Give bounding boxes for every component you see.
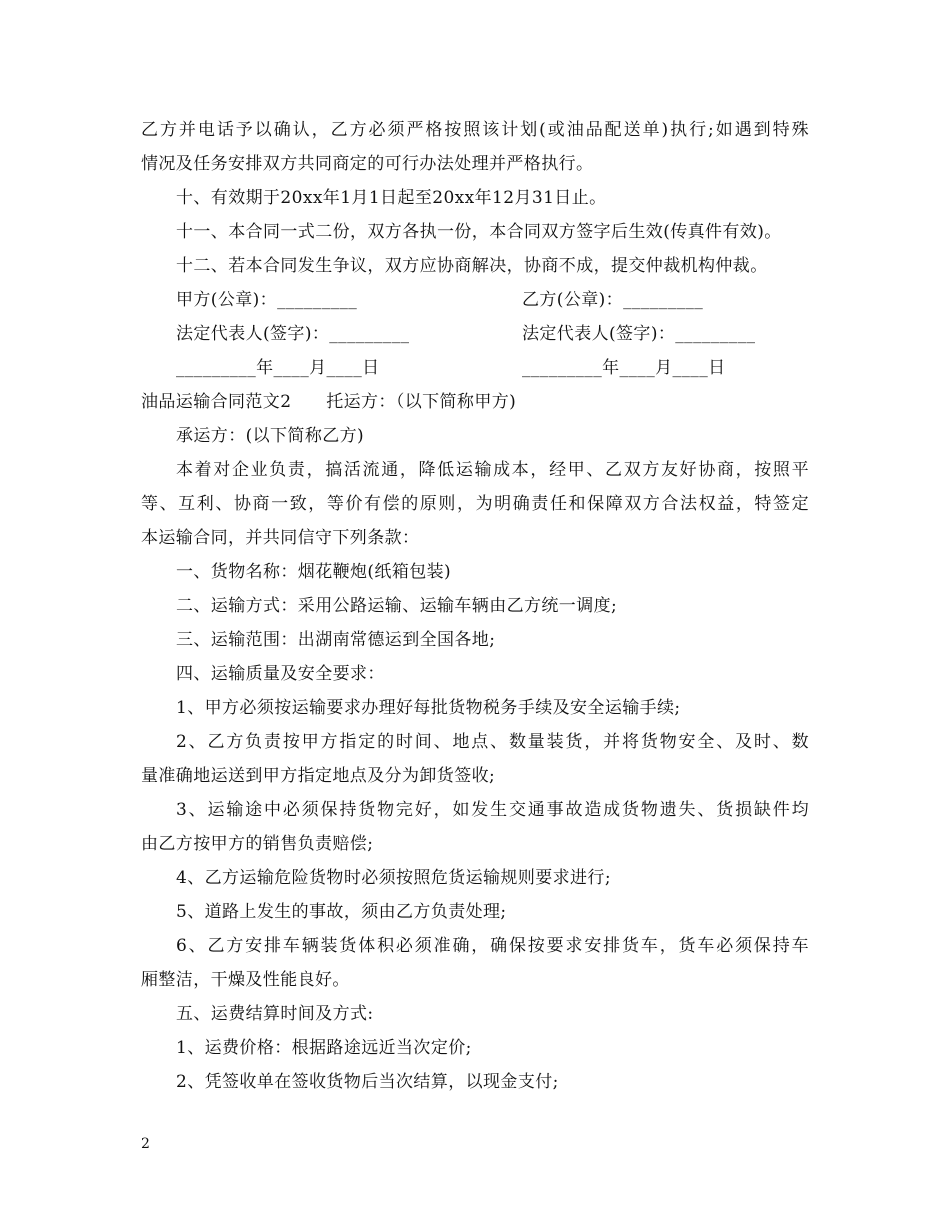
list-item-continued: 厢整洁，干燥及性能良好。	[141, 970, 350, 990]
carrier-line: 承运方：(以下简称乙方)	[176, 426, 365, 446]
paragraph-line: 本运输合同，并共同信守下列条款：	[141, 528, 420, 548]
clause-eleven: 十一、本合同一式二份，双方各执一份，本合同双方签字后生效(传真件有效)。	[176, 222, 782, 242]
list-item-continued: 量准确地运送到甲方指定地点及分为卸货签收;	[141, 766, 496, 786]
clause-transport-mode: 二、运输方式：采用公路运输、运输车辆由乙方统一调度;	[176, 596, 618, 616]
clause-freight-settlement: 五、运费结算时间及方式:	[176, 1004, 374, 1024]
party-b-date-field: _________年____月____日	[522, 358, 726, 378]
list-item: 3、运输途中必须保持货物完好，如发生交通事故造成货物遗失、货损缺件均	[176, 800, 809, 820]
party-a-date-field: _________年____月____日	[176, 358, 380, 378]
paragraph-line: 乙方并电话予以确认，乙方必须严格按照该计划(或油品配送单)执行;如遇到特殊	[141, 120, 809, 140]
clause-twelve: 十二、若本合同发生争议，双方应协商解决，协商不成，提交仲裁机构仲裁。	[176, 256, 768, 276]
party-b-representative-field: 法定代表人(签字)：_________	[522, 324, 756, 344]
list-item: 1、运费价格：根据路途远近当次定价;	[176, 1038, 472, 1058]
party-a-seal-field: 甲方(公章)：_________	[176, 290, 358, 310]
paragraph-line: 情况及任务安排双方共同商定的可行办法处理并严格执行。	[141, 154, 594, 174]
party-b-seal-field: 乙方(公章)：_________	[522, 290, 704, 310]
list-item: 1、甲方必须按运输要求办理好每批货物税务手续及安全运输手续;	[176, 698, 681, 718]
list-item: 2、乙方负责按甲方指定的时间、地点、数量装货，并将货物安全、及时、数	[176, 732, 809, 752]
list-item: 6、乙方安排车辆装货体积必须准确，确保按要求安排货车，货车必须保持车	[176, 936, 809, 956]
party-a-representative-field: 法定代表人(签字)：_________	[176, 324, 410, 344]
list-item: 4、乙方运输危险货物时必须按照危货运输规则要求进行;	[176, 868, 611, 888]
list-item: 5、道路上发生的事故，须由乙方负责处理;	[176, 902, 507, 922]
list-item-continued: 由乙方按甲方的销售负责赔偿;	[141, 834, 374, 854]
paragraph-line: 等、互利、协商一致，等价有偿的原则，为明确责任和保障双方合法权益，特签定	[141, 494, 809, 514]
clause-quality-safety: 四、运输质量及安全要求：	[176, 664, 385, 684]
clause-ten: 十、有效期于20xx年1月1日起至20xx年12月31日止。	[176, 188, 607, 208]
clause-transport-scope: 三、运输范围：出湖南常德运到全国各地;	[176, 630, 496, 650]
page-number: 2	[141, 1136, 150, 1152]
paragraph-line: 本着对企业负责，搞活流通，降低运输成本，经甲、乙双方友好协商，按照平	[176, 460, 809, 480]
list-item: 2、凭签收单在签收货物后当次结算，以现金支付;	[176, 1072, 559, 1092]
section-heading: 油品运输合同范文2 托运方：（以下简称甲方)	[141, 392, 517, 412]
clause-goods-name: 一、货物名称：烟花鞭炮(纸箱包装)	[176, 562, 452, 582]
